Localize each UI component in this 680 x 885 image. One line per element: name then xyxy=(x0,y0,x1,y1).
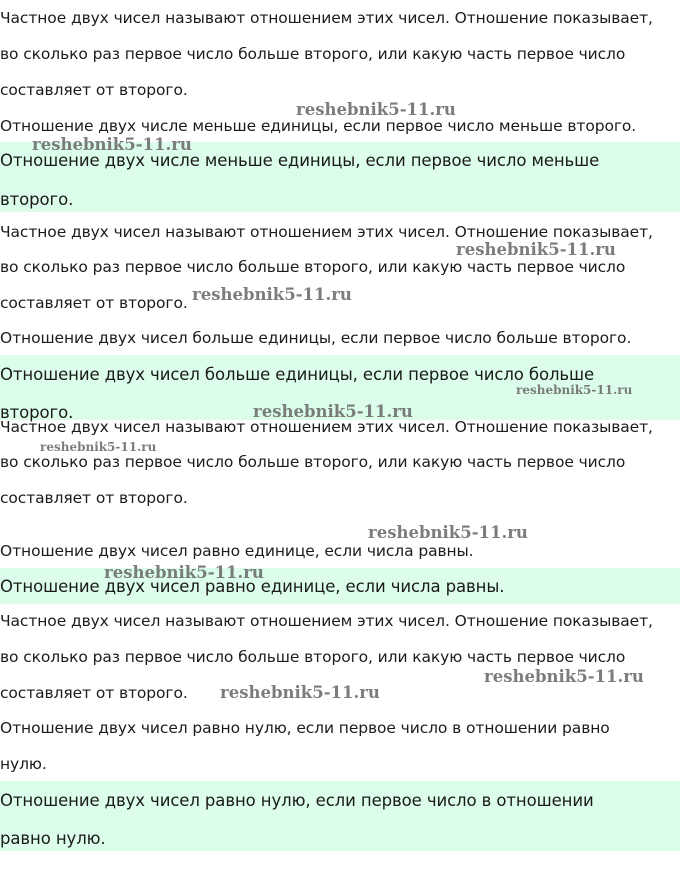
watermark: reshebnik5-11.ru xyxy=(104,563,264,582)
statement-line: нулю. xyxy=(0,755,47,773)
definition-line: составляет от второго. xyxy=(0,684,188,702)
statement-line: Отношение двух числе меньше единицы, если первое число меньше второго. xyxy=(0,117,637,135)
highlight-line: второго. xyxy=(0,190,74,209)
definition-line: во сколько раз первое число больше второго, или какую часть первое число xyxy=(0,453,626,471)
definition-line: во сколько раз первое число больше второго, или какую часть первое число xyxy=(0,648,626,666)
definition-line: составляет от второго. xyxy=(0,294,188,312)
watermark: reshebnik5-11.ru xyxy=(368,523,528,542)
definition-line: составляет от второго. xyxy=(0,489,188,507)
highlight-line: Отношение двух чисел равно нулю, если первое число в отношении xyxy=(0,791,594,810)
watermark: reshebnik5-11.ru xyxy=(40,440,157,454)
watermark: reshebnik5-11.ru xyxy=(484,667,644,686)
highlight-line: Отношение двух чисел больше единицы, если первое число больше xyxy=(0,365,595,384)
definition-line: Частное двух чисел называют отношением этих чисел. Отношение показывает, xyxy=(0,612,653,630)
watermark: reshebnik5-11.ru xyxy=(516,383,633,397)
statement-line: Отношение двух чисел равно нулю, если первое число в отношении равно xyxy=(0,719,610,737)
highlight-box xyxy=(0,781,680,851)
highlight-line: Отношение двух числе меньше единицы, если первое число меньше xyxy=(0,151,600,170)
watermark: reshebnik5-11.ru xyxy=(456,240,616,259)
definition-line: Частное двух чисел называют отношением этих чисел. Отношение показывает, xyxy=(0,9,653,27)
definition-line: во сколько раз первое число больше второго, или какую часть первое число xyxy=(0,258,626,276)
highlight-line: второго. xyxy=(0,403,74,422)
watermark: reshebnik5-11.ru xyxy=(253,402,413,421)
definition-line: составляет от второго. xyxy=(0,81,188,99)
definition-line: Частное двух чисел называют отношением этих чисел. Отношение показывает, xyxy=(0,418,653,436)
definition-line: во сколько раз первое число больше второго, или какую часть первое число xyxy=(0,45,626,63)
definition-line: Частное двух чисел называют отношением этих чисел. Отношение показывает, xyxy=(0,223,653,241)
statement-line: Отношение двух чисел больше единицы, если первое число больше второго. xyxy=(0,329,632,347)
highlight-line: равно нулю. xyxy=(0,829,106,848)
watermark: reshebnik5-11.ru xyxy=(32,135,192,154)
statement-line: Отношение двух чисел равно единице, если числа равны. xyxy=(0,542,474,560)
watermark: reshebnik5-11.ru xyxy=(296,100,456,119)
highlight-box xyxy=(0,568,680,604)
watermark: reshebnik5-11.ru xyxy=(192,285,352,304)
highlight-line: Отношение двух чисел равно единице, если числа равны. xyxy=(0,577,505,596)
watermark: reshebnik5-11.ru xyxy=(220,683,380,702)
